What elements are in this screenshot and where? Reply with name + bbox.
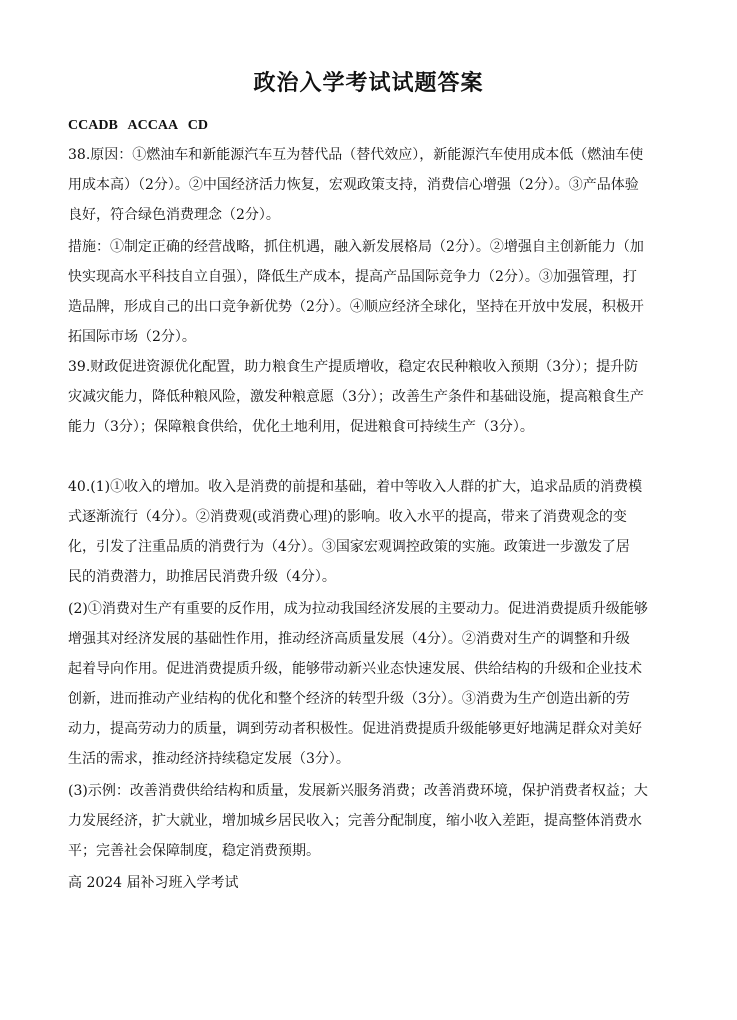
text-line: 式逐渐流行（4分）。②消费观(或消费心理)的影响。收入水平的提高，带来了消费观念的变 (68, 509, 627, 525)
text-line: 增强其对经济发展的基础性作用，推动经济高质量发展（4分）。②消费对生产的调整和升级 (68, 631, 630, 647)
text-line: 39.财政促进资源优化配置，助力粮食生产提质增收，稳定农民种粮收入预期（3分）；提升防 (68, 359, 639, 375)
text-line: 民的消费潜力，助推居民消费升级（4分）。 (68, 569, 336, 585)
text-line: 化，引发了注重品质的消费行为（4分）。③国家宏观调控政策的实施。政策进一步激发了居 (68, 539, 630, 555)
text-line: 38.原因：①燃油车和新能源汽车互为替代品（替代效应），新能源汽车使用成本低（燃油车使 (68, 147, 644, 163)
page-title: 政治入学考试试题答案 (253, 71, 484, 96)
text-line: 起着导向作用。促进消费提质升级，能够带动新兴业态快速发展、供给结构的升级和企业技术 (68, 661, 642, 677)
text-line: (2)①消费对生产有重要的反作用，成为拉动我国经济发展的主要动力。促进消费提质升级能够 (68, 601, 648, 617)
text-line: 用成本高）（2分）。②中国经济活力恢复，宏观政策支持，消费信心增强（2分）。③产品体验 (68, 177, 639, 193)
text-line: 造品牌，形成自己的出口竞争新优势（2分）。④顺应经济全球化，坚持在开放中发展，积极开 (68, 299, 644, 315)
text-line: (3)示例：改善消费供给结构和质量，发展新兴服务消费；改善消费环境，保护消费者权益；大 (68, 783, 648, 799)
text-line: 快实现高水平科技自立自强），降低生产成本，提高产品国际竞争力（2分）。③加强管理，打 (68, 269, 637, 285)
text-line: 动力，提高劳动力的质量，调到劳动者积极性。促进消费提质升级能够更好地满足群众对美好 (68, 721, 642, 737)
text-line: 拓国际市场（2分）。 (68, 329, 196, 345)
text-line: 平；完善社会保障制度，稳定消费预期。 (68, 843, 320, 859)
text-line: 40.(1)①收入的增加。收入是消费的前提和基础，着中等收入人群的扩大，追求品质的消费模 (68, 479, 643, 495)
text-line: 良好，符合绿色消费理念（2分）。 (68, 207, 280, 223)
text-line: 生活的需求，推动经济持续稳定发展（3分）。 (68, 751, 350, 767)
text-line: 创新，进而推动产业结构的优化和整个经济的转型升级（3分）。③消费为生产创造出新的劳 (68, 691, 630, 707)
text-line: 措施：①制定正确的经营战略，抓住机遇，融入新发展格局（2分）。②增强自主创新能力（加 (68, 239, 644, 255)
text-line: 力发展经济，扩大就业，增加城乡居民收入；完善分配制度，缩小收入差距，提高整体消费水 (68, 813, 642, 829)
text-line: 能力（3分）；保障粮食供给，优化土地利用，促进粮食可持续生产（3分）。 (68, 419, 534, 435)
text-line: 灾减灾能力，降低种粮风险，激发种粮意愿（3分）；改善生产条件和基础设施，提高粮食生产 (68, 389, 644, 405)
multiple-choice-answers: CCADB ACCAA CD (68, 118, 209, 133)
page-footer: 高 2024 届补习班入学考试 (68, 875, 239, 891)
